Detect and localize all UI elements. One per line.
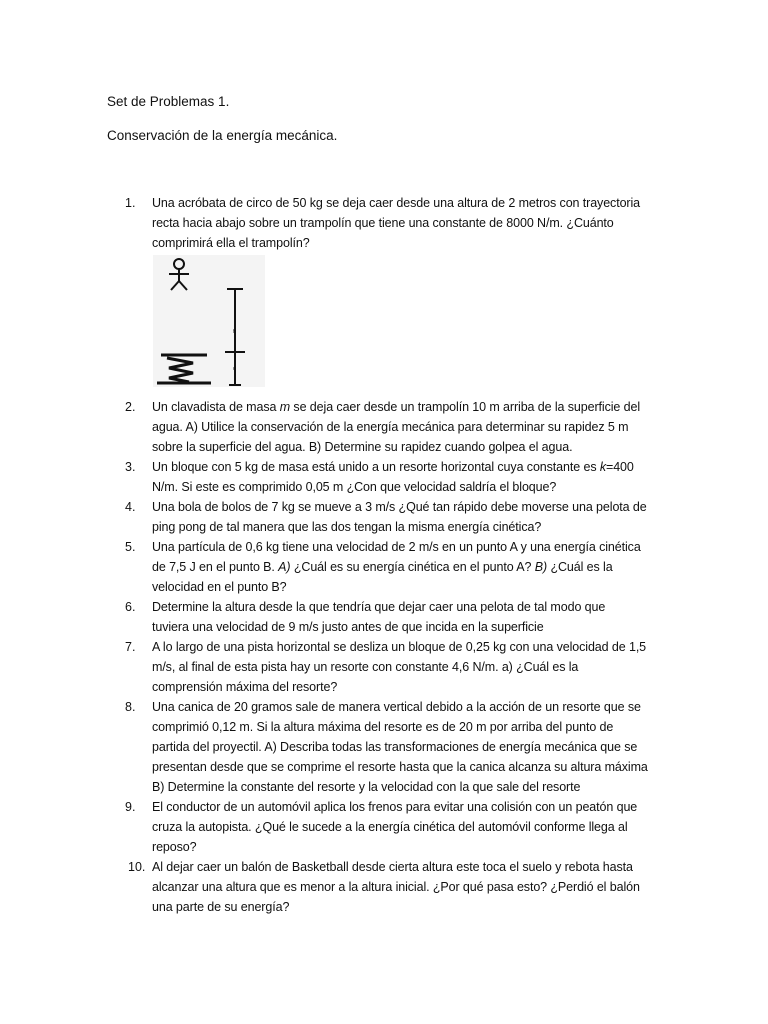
- problem-number: 3.: [125, 460, 136, 474]
- problem-line: Una canica de 20 gramos sale de manera vertical debido a la acción de un resorte que se: [152, 700, 641, 714]
- problem-line: agua. A) Utilice la conservación de la energía mecánica para determinar su rapidez 5 m: [152, 420, 629, 434]
- problem-line: cruza la autopista. ¿Qué le sucede a la energía cinética del automóvil conforme llega al: [152, 820, 628, 834]
- problem-line: N/m. Si este es comprimido 0,05 m ¿Con que velocidad saldría el bloque?: [152, 480, 557, 494]
- problem-text: [152, 637, 658, 697]
- problem-number: 7.: [125, 640, 136, 654]
- problem-line: comprimió 0,12 m. Si la altura máxima del resorte es de 20 m por arriba del punto de: [152, 720, 614, 734]
- problem-line: partida del proyectil. A) Describa todas las transformaciones de energía mecánica que se: [152, 740, 638, 754]
- problem-text: [152, 457, 658, 497]
- problem-text: [152, 697, 658, 797]
- problem-line: m/s, al final de esta pista hay un resorte con constante 4,6 N/m. a) ¿Cuál es la: [152, 660, 579, 674]
- problem-text: [152, 193, 658, 253]
- problem-line: recta hacia abajo sobre un trampolín que tiene una constante de 8000 N/m. ¿Cuánto: [152, 216, 614, 230]
- problem-line: sobre la superficie del agua. B) Determine su rapidez cuando golpea el agua.: [152, 440, 573, 454]
- problem-number: 9.: [125, 800, 136, 814]
- problem-line: Una partícula de 0,6 kg tiene una velocidad de 2 m/s en un punto A y una energía cinética: [152, 540, 641, 554]
- problem-number: 8.: [125, 700, 136, 714]
- problem-line: Un bloque con 5 kg de masa está unido a un resorte horizontal cuya constante es k=400: [152, 460, 634, 474]
- problem-line: comprimirá ella el trampolín?: [152, 236, 310, 250]
- problem-text: [152, 797, 658, 857]
- problem-number: 5.: [125, 540, 136, 554]
- document-title: Set de Problemas 1.: [107, 94, 230, 109]
- problem-line: El conductor de un automóvil aplica los frenos para evitar una colisión con un peatón que: [152, 800, 638, 814]
- problem-number: 6.: [125, 600, 136, 614]
- problem-number: 10.: [128, 860, 146, 874]
- problem-line: A lo largo de una pista horizontal se desliza un bloque de 0,25 kg con una velocidad de 1,5: [152, 640, 647, 654]
- distance-label: d: [233, 366, 236, 372]
- problem-line: Una bola de bolos de 7 kg se mueve a 3 m/s ¿Qué tan rápido debe moverse una pelota de: [152, 500, 647, 514]
- problem-line: reposo?: [152, 840, 197, 854]
- problem-line: velocidad en el punto B?: [152, 580, 287, 594]
- problem-line: Un clavadista de masa m se deja caer desde un trampolín 10 m arriba de la superficie del: [152, 400, 641, 414]
- problem-text: [152, 537, 658, 597]
- problem-line: alcanzar una altura que es menor a la altura inicial. ¿Por qué pasa esto? ¿Perdió el balón: [152, 880, 640, 894]
- spring-icon: [157, 355, 211, 383]
- problem-line: tuviera una velocidad de 9 m/s justo antes de que incida en la superficie: [152, 620, 544, 634]
- problem-number: 2.: [125, 400, 136, 414]
- problem-line: ping pong de tal manera que las dos tengan la misma energía cinética?: [152, 520, 542, 534]
- problem-text: [152, 397, 658, 457]
- trampoline-figure: [153, 255, 265, 387]
- problem-line: una parte de su energía?: [152, 900, 290, 914]
- problem-line: B) Determine la constante del resorte y la velocidad con la que sale del resorte: [152, 780, 581, 794]
- stick-figure-icon: [169, 259, 189, 290]
- problem-line: Al dejar caer un balón de Basketball desde cierta altura este toca el suelo y rebota hasta: [152, 860, 633, 874]
- problem-number: 1.: [125, 196, 136, 210]
- problem-line: Una acróbata de circo de 50 kg se deja caer desde una altura de 2 metros con trayectoria: [152, 196, 641, 210]
- problem-text: [152, 857, 658, 917]
- problem-line: comprensión máxima del resorte?: [152, 680, 338, 694]
- problem-line: de 7,5 J en el punto B. A) ¿Cuál es su energía cinética en el punto A? B) ¿Cuál es la: [152, 560, 613, 574]
- problem-text: [152, 597, 658, 637]
- document-subtitle: Conservación de la energía mecánica.: [107, 128, 338, 143]
- trampoline-diagram: [153, 255, 265, 387]
- problem-line: Determine la altura desde la que tendría que dejar caer una pelota de tal modo que: [152, 600, 606, 614]
- problem-number: 4.: [125, 500, 136, 514]
- height-label: h: [233, 329, 236, 335]
- problem-line: presentan desde que se comprime el resorte hasta que la canica alcanza su altura máxima: [152, 760, 648, 774]
- problem-text: [152, 497, 658, 537]
